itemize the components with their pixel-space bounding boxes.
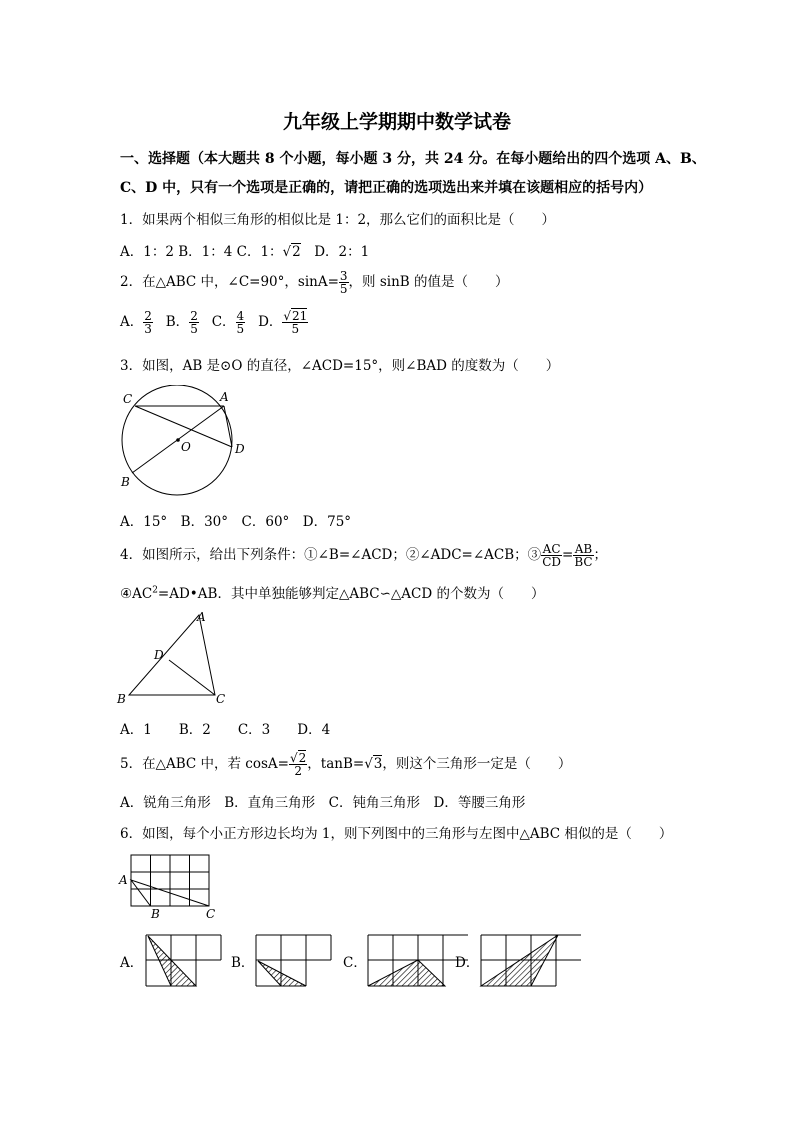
q4-stem <box>120 543 607 568</box>
q3-stem: 3．如图，AB 是⊙O 的直径，∠ACD=15°，则∠BAD 的度数为（ ） <box>120 358 560 374</box>
q2-option-c-fraction <box>236 310 246 335</box>
q2-option-d-fraction <box>282 310 308 335</box>
q2-option-b-den: 5 <box>190 322 198 336</box>
section-heading-line2: C、D 中，只有一个选项是正确的，请把正确的选项选出来并填在该题相应的括号内） <box>120 180 653 196</box>
q6-label-c: C <box>206 907 216 921</box>
q2-stem <box>120 270 509 295</box>
q3-center-point <box>176 438 180 442</box>
q5-stem-end: ，则这个三角形一定是（ ） <box>382 756 572 772</box>
q2-option-c-label: C． <box>211 314 236 330</box>
q6-reference-grid <box>116 850 222 922</box>
q1-options-text: A．1：2 B．1：4 C．1： <box>120 244 283 260</box>
q5-stem-text: 5．在△ABC 中，若 cosA= <box>120 756 289 772</box>
q2-option-a-den: 3 <box>144 322 152 336</box>
q6-option-a-label: A． <box>120 955 144 971</box>
q6-label-a: A <box>119 873 128 887</box>
q2-option-b-num: 2 <box>190 309 198 323</box>
q2-option-d-den: 5 <box>282 322 308 335</box>
q2-option-a-num: 2 <box>144 309 152 323</box>
q5-cosa-denominator: 2 <box>289 764 307 777</box>
q3-label-d: D <box>235 442 245 456</box>
q4-triangle-abc <box>129 615 215 695</box>
q6-option-b-label: B． <box>231 955 255 971</box>
q3-options: A．15° B．30° C．60° D．75° <box>120 514 352 530</box>
q1-stem: 1．如果两个相似三角形的相似比是 1：2，那么它们的面积比是（ ） <box>120 212 556 228</box>
q6-label-b: B <box>151 907 160 921</box>
q4-stem-line2-text: =AD•AB．其中单独能够判定△ABC∽△ACD 的个数为（ ） <box>157 586 545 602</box>
q1-sqrt-sign: √ <box>282 244 292 260</box>
q6-stem: 6．如图，每个小正方形边长均为 1，则下列图中的三角形与左图中△ABC 相似的是（ ） <box>120 826 673 842</box>
q4-fraction-bc: BC <box>574 555 593 569</box>
q6-option-b-triangle <box>258 961 306 986</box>
q4-segment-cd <box>169 660 215 695</box>
q1-option-d: D．2：1 <box>300 244 370 260</box>
q4-fraction-ab-bc <box>573 543 593 568</box>
q1-sqrt-value: 2 <box>292 244 301 260</box>
q4-fraction-ac: AC <box>542 542 561 556</box>
q2-sina-denominator: 5 <box>339 282 348 296</box>
q4-label-b: B <box>117 692 126 706</box>
q3-label-o: O <box>181 440 191 454</box>
q2-option-a-label: A． <box>120 314 144 330</box>
q2-option-d-radicand: 21 <box>292 309 308 323</box>
q6-option-a-triangle <box>148 936 196 986</box>
q3-label-b: B <box>121 475 130 489</box>
q2-option-d-label: D． <box>258 314 283 330</box>
q2-option-d-num: √21 <box>283 309 308 323</box>
q5-cosa-numerator: √2 <box>289 751 307 765</box>
q4-equals: = <box>562 547 574 563</box>
q2-option-b-fraction <box>189 310 199 335</box>
section-heading-line1: 一、选择题（本大题共 8 个小题，每小题 3 分，共 24 分。在每小题给出的四个选项 A、B、 <box>120 151 706 167</box>
q2-sina-numerator: 3 <box>339 269 348 283</box>
q5-options: A．锐角三角形 B．直角三角形 C．钝角三角形 D．等腰三角形 <box>120 795 526 811</box>
q4-superscript: 2 <box>152 585 158 596</box>
q5-cosa-fraction <box>289 752 307 777</box>
q4-label-a: A <box>197 610 206 624</box>
q3-circle-figure <box>112 385 252 497</box>
q4-fraction-cd: CD <box>542 555 561 569</box>
q5-tanb-radicand: 3 <box>373 756 383 772</box>
q2-option-b-label: B． <box>165 314 190 330</box>
q5-sqrt-sign: √ <box>364 756 373 772</box>
q4-condition-4: ④AC <box>120 586 153 602</box>
q4-options: A．1 B．2 C．3 D．4 <box>120 722 331 738</box>
q6-option-c-label: C． <box>343 955 367 971</box>
q2-option-c-den: 5 <box>236 322 245 336</box>
q2-stem-text-end: ，则 sinB 的值是（ ） <box>348 274 509 290</box>
q4-label-d: D <box>154 648 164 662</box>
q6-option-c-triangle <box>368 960 445 986</box>
q4-stem-line2 <box>120 582 544 602</box>
q4-triangle-figure <box>112 607 237 709</box>
q2-option-a-fraction <box>143 310 153 335</box>
q5-cosa-radicand: 2 <box>298 751 307 765</box>
q4-semicolon: ； <box>593 547 608 563</box>
q3-label-a: A <box>220 390 229 404</box>
q1-options <box>120 240 369 260</box>
q4-label-c: C <box>216 692 226 706</box>
q6-option-d-label: D． <box>455 955 480 971</box>
q5-tanb-text: ，tanB= <box>307 756 365 772</box>
q4-fraction-ac-cd <box>541 543 562 568</box>
q4-stem-text: 4．如图所示，给出下列条件：①∠B=∠ACD；②∠ADC=∠ACB；③ <box>120 547 542 563</box>
q5-stem <box>120 752 571 777</box>
q2-options <box>120 310 308 335</box>
q2-sina-fraction <box>339 270 349 295</box>
q6-option-b-grid <box>256 935 331 986</box>
q4-fraction-ab: AB <box>574 542 593 556</box>
q2-option-c-num: 4 <box>236 309 245 323</box>
q2-stem-text: 2．在△ABC 中，∠C=90°，sinA= <box>120 274 339 290</box>
q3-label-c: C <box>123 392 133 406</box>
q6-grid-lines <box>131 855 209 906</box>
page-title: 九年级上学期期中数学试卷 <box>282 111 511 133</box>
